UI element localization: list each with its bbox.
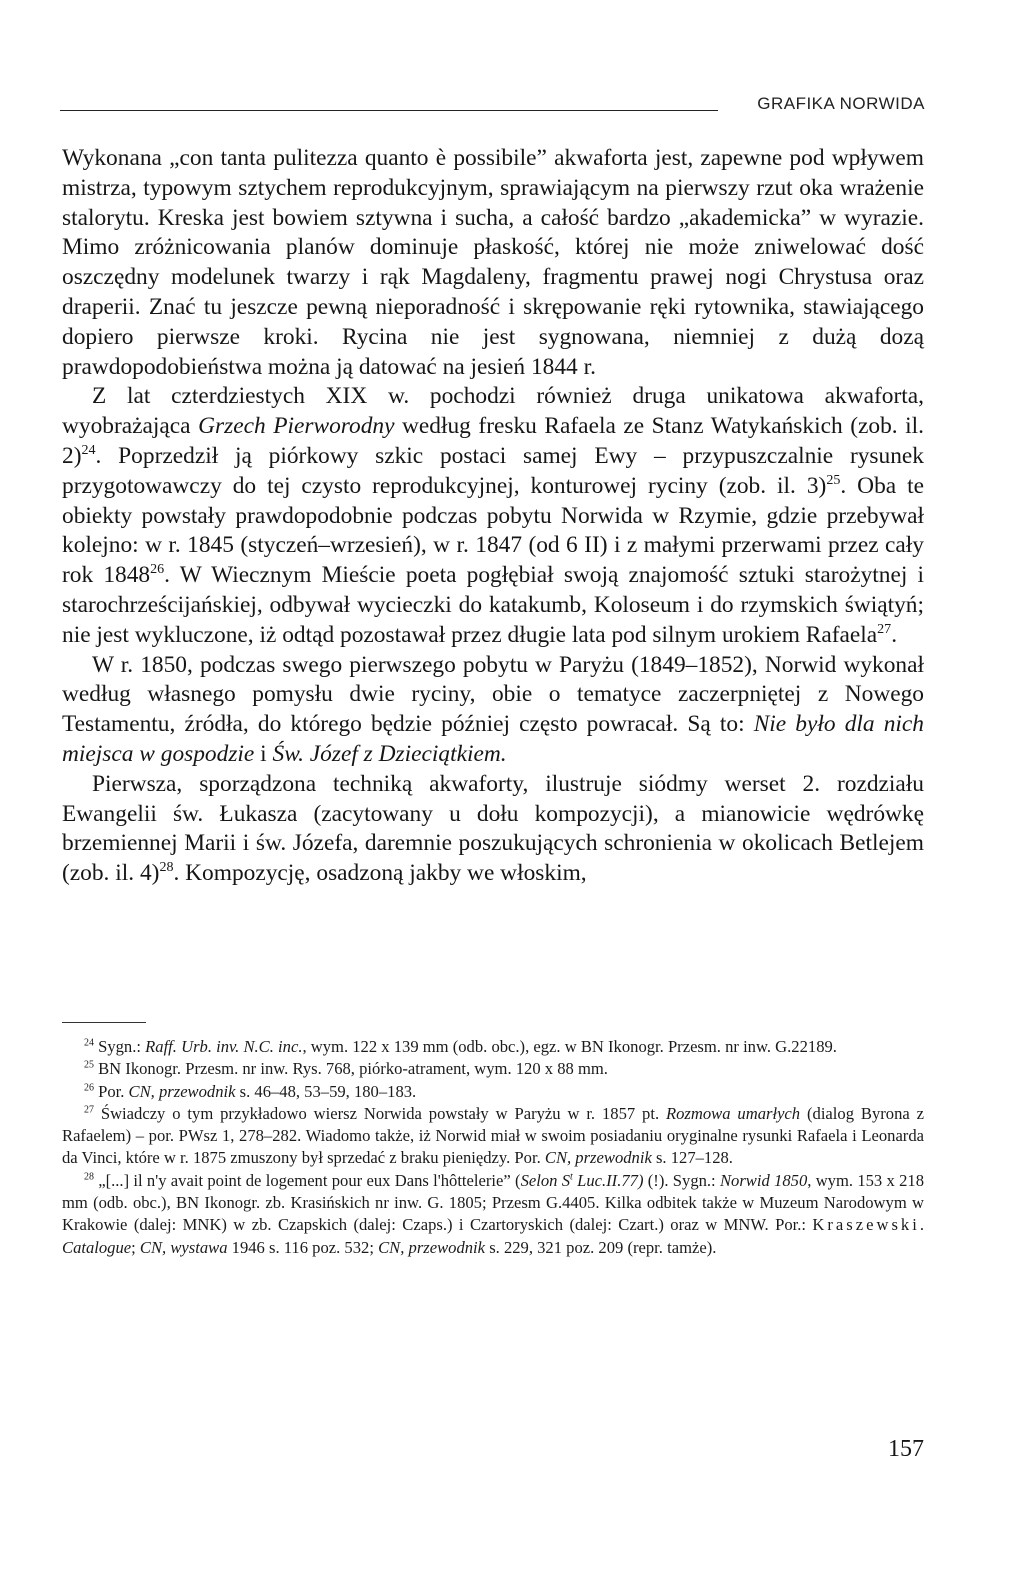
footnote-text: (dialog Byrona z Rafaelem) – por. PWsz 1, 278–282. Wiadomo także, iż Norwid miał w swoim posiadaniu oryginalne rysunki Rafaela i Leonarda da Vinci, które w r. 1875 zmuszony był sprzedać z braku pieniędzy. Por. — [62, 1103, 924, 1168]
paragraph-1 — [62, 144, 924, 382]
footnote-number: 28 — [84, 1171, 94, 1183]
artwork-title: Św. Józef z Dzieciątkiem. — [272, 740, 507, 767]
header-rule — [60, 110, 718, 111]
p2-text-5: . W Wiecznym Mieście poeta pogłębiał swoją znajomość sztuki starożytnej i starochrześcijańskiej, odbywał wycieczki do katakumb, Koloseum i do rzymskich świątyń; nie jest wykluczone, iż odtąd pozostawał przez długie lata pod silnym urokiem Rafaela — [62, 562, 924, 648]
footnote-24 — [62, 1036, 924, 1058]
footnote-text: „[...] il n'y avait point de logement pour eux Dans l'hôttelerie” ( — [93, 1170, 521, 1190]
footnote-text: Świadczy o tym przykładowo wiersz Norwida powstały w Paryżu w r. 1857 pt. — [93, 1103, 666, 1123]
paragraph-3 — [62, 651, 924, 770]
p1-text: Wykonana „con tanta pulitezza quanto è possibile” akwaforta jest, zapewne pod wpływem mistrza, typowym sztychem reprodukcyjnym, sprawiającym na pierwszy rzut oka wrażenie stalorytu. Kreska jest bowiem sztywna i sucha, a całość bardzo „akademicka” w wyrazie. Mimo zróżnicowania planów dominuje płaskość, której nie może zniwelować dość oszczędny modelunek twarzy i rąk Magdaleny, fragmentu prawej nogi Chrystusa oraz draperii. Znać tu jeszcze pewną nieporadność i skrępowanie ręki rytownika, stawiającego dopiero pierwsze kroki. Rycina nie jest sygnowana, niemniej z dużą dozą prawdopodobieństwa można ją datować na jesień 1844 r. — [62, 145, 924, 380]
p2-text-1: Z lat czterdziestych XIX w. pochodzi również druga unikatowa akwaforta, wyobrażająca — [62, 383, 924, 440]
footnote-text: (!). Sygn.: — [643, 1170, 720, 1190]
footnote-text: . — [919, 1215, 924, 1235]
footnote-text: Sygn.: — [93, 1037, 146, 1056]
paragraph-2 — [62, 382, 924, 650]
footnote-ref-24[interactable]: 24 — [81, 442, 96, 459]
p3-text-1: W r. 1850, podczas swego pierwszego pobytu w Paryżu (1849–1852), Norwid wykonał według własnego pomysłu dwie ryciny, obie o tematyce zaczerpniętej z Nowego Testamentu, źródła, do którego będzie później często powracał. Są to: — [62, 651, 924, 738]
footnote-number: 27 — [84, 1104, 94, 1116]
footnote-italic: Norwid 1850 — [719, 1170, 808, 1190]
footnote-number: 25 — [84, 1059, 94, 1071]
footnote-italic: CN, przewodnik — [128, 1081, 236, 1101]
artwork-title: Nie było dla nich miejsca w gospodzie — [62, 711, 924, 767]
footnote-text: BN Ikonogr. Przesm. nr inw. Rys. 768, piórko-atrament, wym. 120 x 88 mm. — [93, 1059, 608, 1079]
footnote-text: s. 127–128. — [651, 1148, 733, 1168]
running-header — [60, 94, 925, 118]
p4-text-1: Pierwsza, sporządzona techniką akwaforty, ilustruje siódmy werset 2. rozdziału Ewangelii św. Łukasza (zacytowany u dołu kompozycji), a mianowicie wędrówkę brzemiennej Marii i św. Józefa, daremnie poszukujących schronienia w okolicach Betlejem (zob. il. 4) — [62, 770, 924, 887]
footnote-number: 26 — [84, 1082, 94, 1094]
footnote-text: , wym. 122 x 139 mm (odb. obc.), egz. w BN Ikonogr. Przesm. nr inw. G.22189. — [302, 1037, 837, 1056]
p2-text-3: . Poprzedził ją piórkowy szkic postaci samej Ewy – przypuszczalnie rysunek przygotowawczy do tej czysto reprodukcyjnej, konturowej ryciny (zob. il. 3) — [62, 442, 924, 499]
footnote-ref-25[interactable]: 25 — [826, 471, 841, 488]
footnote-text: s. 229, 321 poz. 209 (repr. tamże). — [485, 1237, 717, 1257]
footnote-ref-28[interactable]: 28 — [159, 859, 174, 876]
header-title: GRAFIKA NORWIDA — [757, 94, 925, 113]
footnote-italic: CN, wystawa — [139, 1237, 228, 1257]
artwork-title: Grzech Pierworodny — [198, 413, 395, 440]
footnote-italic: CN, przewodnik — [378, 1237, 486, 1257]
footnote-text: , wym. 153 x 218 mm (odb. obc.), BN Ikonogr. zb. Krasińskich nr inw. G. 1805; Przesm G.4405. Kilka odbitek także w Muzeum Narodowym w Krakowie (dalej: MNK) w zb. Czapskich (dalej: Czaps.) i Czartoryskich (dalej: Czart.) oraz w MNW. Por.: — [62, 1170, 924, 1235]
footnote-italic: Raff. Urb. inv. N.C. inc. — [145, 1037, 303, 1056]
footnote-text: Por. — [93, 1081, 129, 1101]
footnote-italic: CN, przewodnik — [544, 1148, 652, 1168]
footnote-text: s. 46–48, 53–59, 180–183. — [235, 1081, 417, 1101]
footnote-italic: Rozmowa umarłych — [666, 1103, 801, 1123]
footnotes — [62, 1036, 924, 1259]
footnote-text: ; — [131, 1237, 140, 1257]
footnote-27 — [62, 1103, 924, 1170]
footnote-italic: Luc.II.77) — [572, 1170, 644, 1190]
footnote-author-spaced: Kraszewski — [812, 1215, 920, 1235]
footnote-number: 24 — [84, 1037, 94, 1049]
p2-text-4: . Oba te obiekty powstały prawdopodobnie podczas pobytu Norwida w Rzymie, gdzie przebywał kolejno: w r. 1845 (styczeń–wrzesień), w r. 1847 (od 6 II) i z małymi przerwami przez cały rok 1848 — [62, 472, 924, 589]
footnote-25 — [62, 1058, 924, 1080]
footnote-rule — [62, 1022, 146, 1023]
footnote-text: 1946 s. 116 poz. 532; — [227, 1237, 379, 1257]
footnote-28 — [62, 1170, 924, 1259]
main-text — [62, 144, 924, 889]
p4-text-2: . Kompozycję, osadzoną jakby we włoskim, — [173, 860, 587, 887]
footnote-26 — [62, 1081, 924, 1103]
p3-text-2: i — [254, 740, 273, 767]
footnote-ref-27[interactable]: 27 — [877, 620, 892, 637]
footnote-ref-26[interactable]: 26 — [150, 561, 165, 578]
p2-text-6: . — [891, 621, 898, 648]
footnote-italic: Selon S — [520, 1170, 571, 1190]
footnote-italic-sup: t — [570, 1171, 573, 1183]
footnote-italic: Catalogue — [62, 1237, 132, 1257]
p2-text-2: według fresku Rafaela ze Stanz Watykańskich (zob. il. 2) — [62, 413, 925, 469]
paragraph-4 — [62, 770, 924, 889]
page-number: 157 — [888, 1436, 924, 1462]
